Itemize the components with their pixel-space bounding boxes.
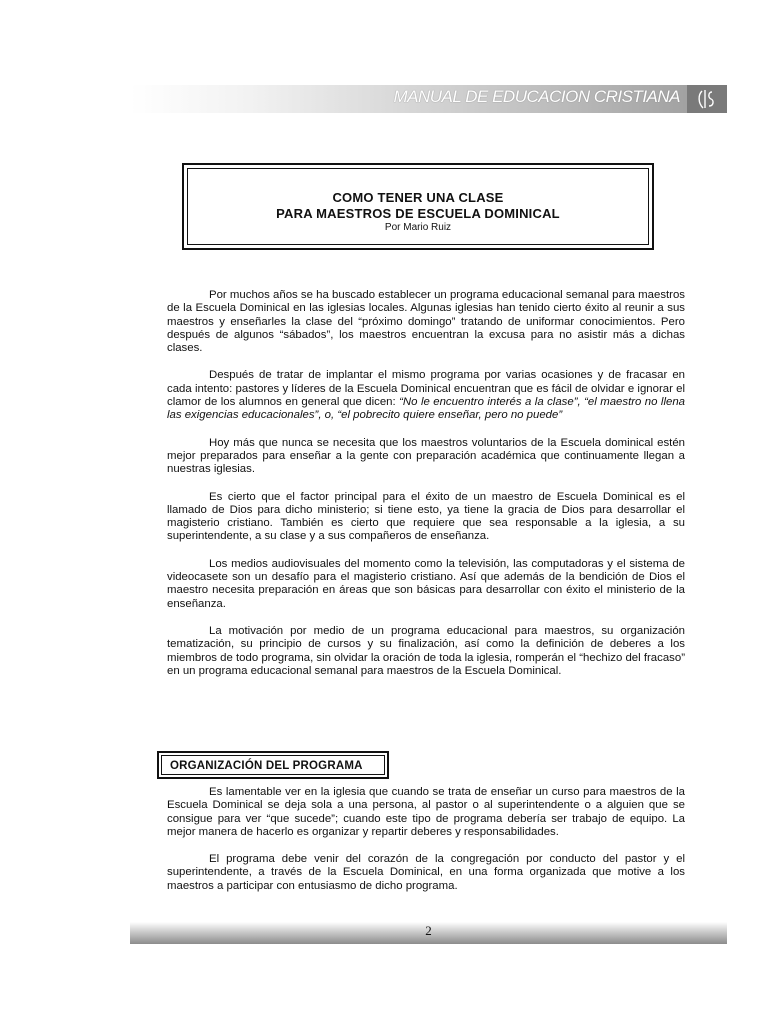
paragraph-text: Después de tratar de implantar el mismo programa por varias ocasiones y de fracasar en cada intento: pastores y líderes de la Escuela Dominical encuentran que es fácil de olvidar e ignorar el clamor de los alumnos en general que dicen: (167, 369, 685, 409)
manual-title: MANUAL DE EDUCACION CRISTIANA (393, 87, 680, 106)
page-number: 2 (425, 923, 432, 938)
author-credit: Por Mario Ruiz (384, 222, 452, 233)
paragraph-quote: “No le encuentro interés a la clase”, “el maestro no llena las exigencias educacionales”, o, “el pobrecito quiere enseñar, pero no puede” (167, 396, 685, 422)
paragraph: Los medios audiovisuales del momento como la televisión, las computadoras y el sistema de videocasete son un desafío para el magisterio cristiano. Así que además de la bendición de Dios el maestro necesita preparación en áreas que son básicas para desarrollar con éxito el ministerio de la enseñanza. (167, 557, 685, 610)
header-band (130, 85, 727, 113)
paragraph: Es lamentable ver en la iglesia que cuando se trata de enseñar un curso para maestros de la Escuela Dominical se deja sola a una persona, al pastor o al superintendente o a alguien que se consigue para ver “que sucede”; cuando este tipo de programa debería ser trabajo de equipo. La mejor manera de hacerlo es organizar y repartir deberes y responsabilidades. (167, 786, 685, 838)
paragraph: Hoy más que nunca se necesita que los maestros voluntarios de la Escuela dominical estén mejor preparados para enseñar a la gente con preparación académica que continuamente llegan a nuestras iglesias. (167, 436, 685, 476)
title-line-2: PARA MAESTROS DE ESCUELA DOMINICAL (276, 206, 560, 221)
section-heading: ORGANIZACIÓN DEL PROGRAMA (161, 755, 385, 775)
paragraph: El programa debe venir del corazón de la congregación por conducto del pastor y el superintendente, a través de la Escuela Dominical, en una forma organizada que motive a los maestros a participar con entusiasmo de dicho programa. (167, 853, 685, 892)
paragraph: La motivación por medio de un programa educacional para maestros, su organización tematización, su principio de cursos y su finalización, así como la definición de deberes a los miembros de todo programa, sin olvidar la oración de toda la iglesia, romperán el “hechizo del fracaso” en un programa educacional semanal para maestros de la Escuela Dominical. (167, 624, 685, 677)
paragraph (167, 369, 685, 422)
organization-section (167, 786, 685, 907)
section-heading-box (157, 751, 389, 779)
intro-section (167, 289, 685, 692)
logo-icon (687, 85, 727, 113)
paragraph: Por muchos años se ha buscado establecer un programa educacional semanal para maestros de la Escuela Dominical en las iglesias locales. Algunas iglesias han tenido cierto éxito al reunir a sus maestros y enseñarles la clase del “próximo domingo” tratando de uniformar conocimientos. Pero después de algunos “sábados”, los maestros encuentran la excusa para no asistir más a dichas clases. (167, 289, 685, 355)
footer-band (130, 922, 727, 944)
title-line-1: COMO TENER UNA CLASE (332, 190, 504, 205)
title-box (182, 163, 654, 250)
paragraph: Es cierto que el factor principal para el éxito de un maestro de Escuela Dominical es el llamado de Dios para dicho ministerio; si tiene esto, ya tiene la gracia de Dios para desarrollar el magisterio cristiano. También es cierto que requiere que sea responsable a la iglesia, a su superintendente, a su clase y a sus compañeros de enseñanza. (167, 490, 685, 543)
